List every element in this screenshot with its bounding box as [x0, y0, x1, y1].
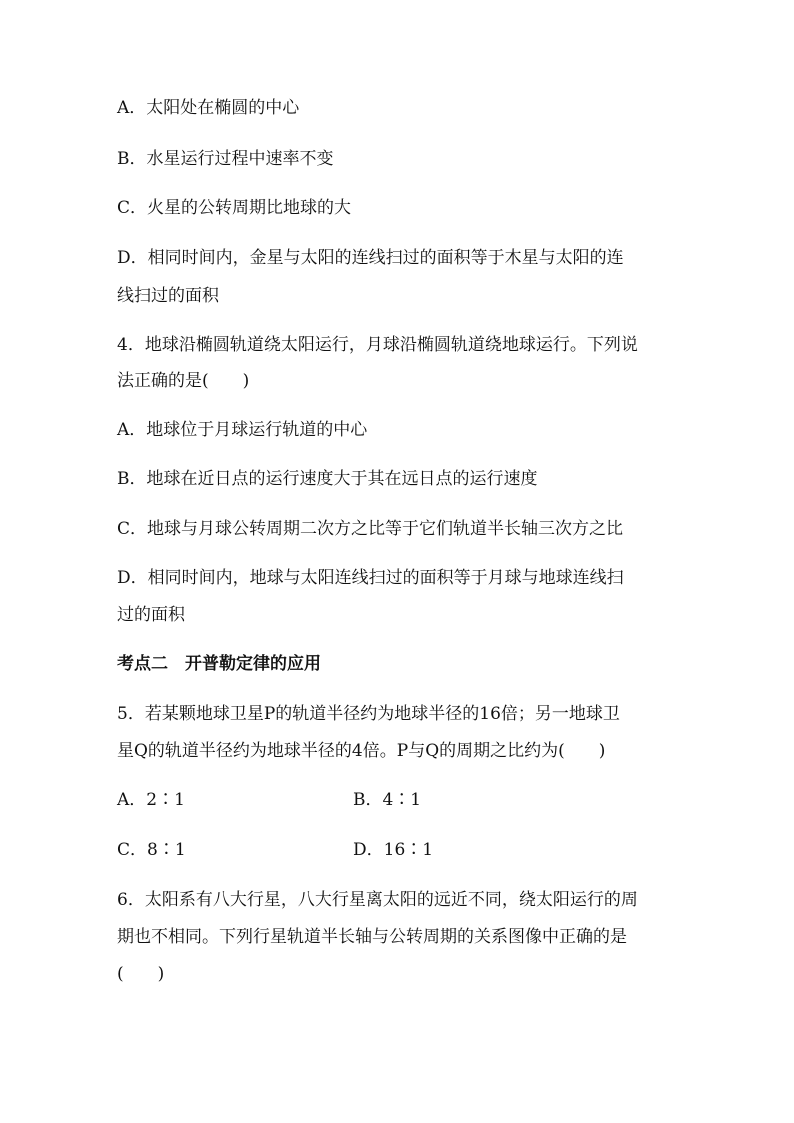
section-heading: 考点二 开普勒定律的应用 [117, 654, 321, 674]
q4-option-d-line1: D．相同时间内，地球与太阳连线扫过的面积等于月球与地球连线扫 [117, 568, 624, 588]
q3-option-c: C．火星的公转周期比地球的大 [117, 198, 352, 218]
q4-option-b: B．地球在近日点的运行速度大于其在远日点的运行速度 [117, 469, 538, 489]
q4-option-c: C．地球与月球公转周期二次方之比等于它们轨道半长轴三次方之比 [117, 519, 624, 539]
q3-option-d-line2: 线扫过的面积 [117, 286, 219, 306]
q6-stem-line2: 期也不相同。下列行星轨道半长轴与公转周期的关系图像中正确的是 [117, 927, 627, 947]
q5-stem-line2: 星Q的轨道半径约为地球半径的4倍。P与Q的周期之比约为( ) [117, 741, 606, 761]
q6-stem-line1: 6．太阳系有八大行星，八大行星离太阳的远近不同，绕太阳运行的周 [117, 890, 638, 910]
q3-option-d-line1: D．相同时间内，金星与太阳的连线扫过的面积等于木星与太阳的连 [117, 248, 624, 268]
q5-option-c: C．8∶1 [117, 840, 186, 860]
q5-option-d: D．16∶1 [353, 840, 434, 860]
q6-stem-line3: ( ) [117, 964, 165, 984]
q5-option-a: A．2∶1 [117, 790, 185, 810]
q4-stem-line1: 4．地球沿椭圆轨道绕太阳运行，月球沿椭圆轨道绕地球运行。下列说 [117, 335, 638, 355]
q4-option-a: A．地球位于月球运行轨道的中心 [117, 420, 368, 440]
q4-stem-line2: 法正确的是( ) [117, 371, 250, 391]
q3-option-b: B．水星运行过程中速率不变 [117, 149, 334, 169]
q5-stem-line1: 5．若某颗地球卫星P的轨道半径约为地球半径的16倍；另一地球卫 [117, 704, 620, 724]
q3-option-a: A．太阳处在椭圆的中心 [117, 98, 300, 118]
q4-option-d-line2: 过的面积 [117, 605, 185, 625]
q5-option-b: B．4∶1 [353, 790, 422, 810]
